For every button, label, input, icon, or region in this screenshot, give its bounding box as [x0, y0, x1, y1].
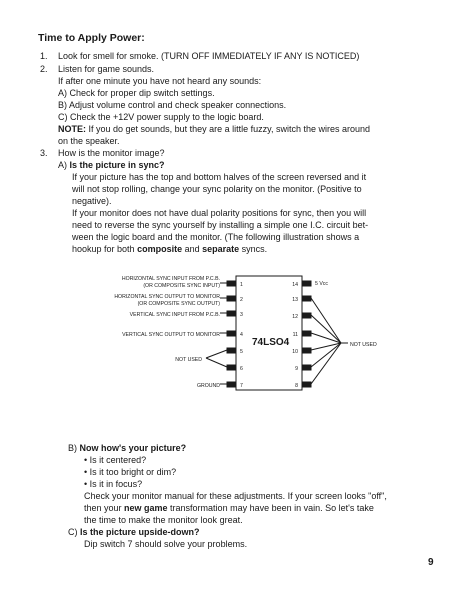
note-label: NOTE: [58, 124, 86, 134]
pin-number-8: 8 [295, 383, 298, 389]
label-hsync-input: HORIZONTAL SYNC INPUT FROM P.C.B. [121, 276, 220, 282]
upside-title: Is the picture upside-down? [80, 527, 200, 537]
line2-suffix: transformation may have been in vain. So let's take [167, 503, 374, 513]
section-heading: Time to Apply Power: [38, 32, 145, 44]
pin-stub-3 [227, 311, 236, 316]
label-not-used-right: NOT USED [350, 342, 377, 348]
line2-prefix: then your [84, 503, 125, 513]
sync-p1-line-2: will not stop rolling, change your sync polarity on the monitor. (Positive to [72, 184, 362, 194]
label-vsync-output: VERTICAL SYNC OUTPUT TO MONITOR [122, 332, 220, 338]
sounds-step-c: C) Check the +12V power supply to the logic board. [58, 112, 264, 122]
sync-title: Is the picture in sync? [69, 160, 165, 170]
pin-stub-11 [302, 331, 311, 336]
pin-number-4: 4 [240, 332, 243, 338]
sounds-step-a: A) Check for proper dip switch settings. [58, 88, 215, 98]
pin-stub-12 [302, 313, 311, 318]
picture-bullet-2: • Is it too bright or dim? [84, 467, 177, 477]
item-text-2: Listen for game sounds. [58, 64, 155, 74]
wire-pin-5 [206, 350, 227, 358]
sounds-step-b: B) Adjust volume control and check speaker connections. [58, 100, 287, 110]
sync-label: A) [58, 160, 67, 170]
separate-term: separate [202, 244, 240, 254]
picture-bullet-1: • Is it centered? [84, 455, 147, 465]
pin-number-11: 11 [292, 332, 298, 338]
picture-title: Now how's your picture? [79, 443, 187, 453]
pin-stub-6 [227, 365, 236, 370]
sync-p2-line-3: ween the logic board and the monitor. (The following illustration shows a [72, 232, 360, 242]
picture-line-1: Check your monitor manual for these adjustments. If your screen looks "off", [84, 491, 387, 501]
pin-number-10: 10 [292, 349, 298, 355]
pin-number-6: 6 [240, 366, 243, 372]
item-text-3: How is the monitor image? [58, 148, 165, 158]
note-line-2: on the speaker. [58, 136, 120, 146]
pin-number-7: 7 [240, 383, 243, 389]
label-hsync-output: HORIZONTAL SYNC OUTPUT TO MONITOR [114, 294, 220, 300]
label-composite-input: (OR COMPOSITE SYNC INPUT) [143, 283, 220, 289]
picture-line-2 [84, 502, 374, 514]
label-composite-output: (OR COMPOSITE SYNC OUTPUT) [137, 301, 220, 307]
wire-pin-6 [206, 358, 227, 367]
item-text-1: Look for smell for smoke. (TURN OFF IMMEDIATELY IF ANY IS NOTICED) [58, 51, 360, 61]
sync-p2-line-1: If your monitor does not have dual polarity positions for sync, then you will [72, 208, 367, 218]
pin-stub-9 [302, 365, 311, 370]
label-vcc: 5 Vcc [315, 281, 328, 287]
pin-number-13: 13 [292, 297, 298, 303]
upside-label: C) [68, 527, 78, 537]
pin-stub-8 [302, 382, 311, 387]
picture-line-3: the time to make the monitor look great. [84, 515, 243, 525]
label-vsync-input: VERTICAL SYNC INPUT FROM P.C.B. [129, 312, 220, 318]
item-number-2: 2. [40, 64, 48, 74]
pin-number-1: 1 [240, 282, 243, 288]
pin-number-12: 12 [292, 314, 298, 320]
pin-stub-1 [227, 281, 236, 286]
sync-p2-line-2: need to reverse the sync yourself by installing a simple one I.C. circuit bet- [72, 220, 369, 230]
chip-label: 74LSO4 [252, 337, 290, 348]
item-number-3: 3. [40, 148, 48, 158]
upside-heading [68, 526, 200, 538]
pin-number-14: 14 [292, 282, 298, 288]
upside-text: Dip switch 7 should solve your problems. [84, 539, 248, 549]
pin-number-3: 3 [240, 312, 243, 318]
pin-number-5: 5 [240, 349, 243, 355]
composite-term: composite [137, 244, 183, 254]
pin-stub-2 [227, 296, 236, 301]
pin-stub-7 [227, 382, 236, 387]
p2-and: and [182, 244, 203, 254]
pin-stub-4 [227, 331, 236, 336]
sync-p1-line-3: negative). [72, 196, 112, 206]
p2-prefix: hookup for both [72, 244, 138, 254]
pin-stub-13 [302, 296, 311, 301]
page-number: 9 [428, 557, 434, 568]
picture-heading [68, 442, 186, 454]
pin-stub-10 [302, 348, 311, 353]
pin-number-2: 2 [240, 297, 243, 303]
pin-stub-14 [302, 281, 311, 286]
label-ground: GROUND [196, 383, 220, 389]
sync-p1-line-1: If your picture has the top and bottom halves of the screen reversed and it [72, 172, 367, 182]
new-game-term: new game [124, 503, 168, 513]
item-number-1: 1. [40, 51, 48, 61]
wire-pin-11 [311, 333, 341, 343]
wire-pin-12 [311, 315, 341, 343]
note-line-1: If you do get sounds, but they are a little fuzzy, switch the wires around [88, 124, 370, 134]
sounds-intro: If after one minute you have not heard any sounds: [58, 76, 262, 86]
picture-label: B) [68, 443, 77, 453]
picture-bullet-3: • Is it in focus? [84, 479, 143, 489]
pin-stub-5 [227, 348, 236, 353]
wire-pin-13 [311, 298, 341, 343]
label-not-used-left: NOT USED [175, 357, 202, 363]
p2-suffix: syncs. [239, 244, 268, 254]
pin-number-9: 9 [295, 366, 298, 372]
